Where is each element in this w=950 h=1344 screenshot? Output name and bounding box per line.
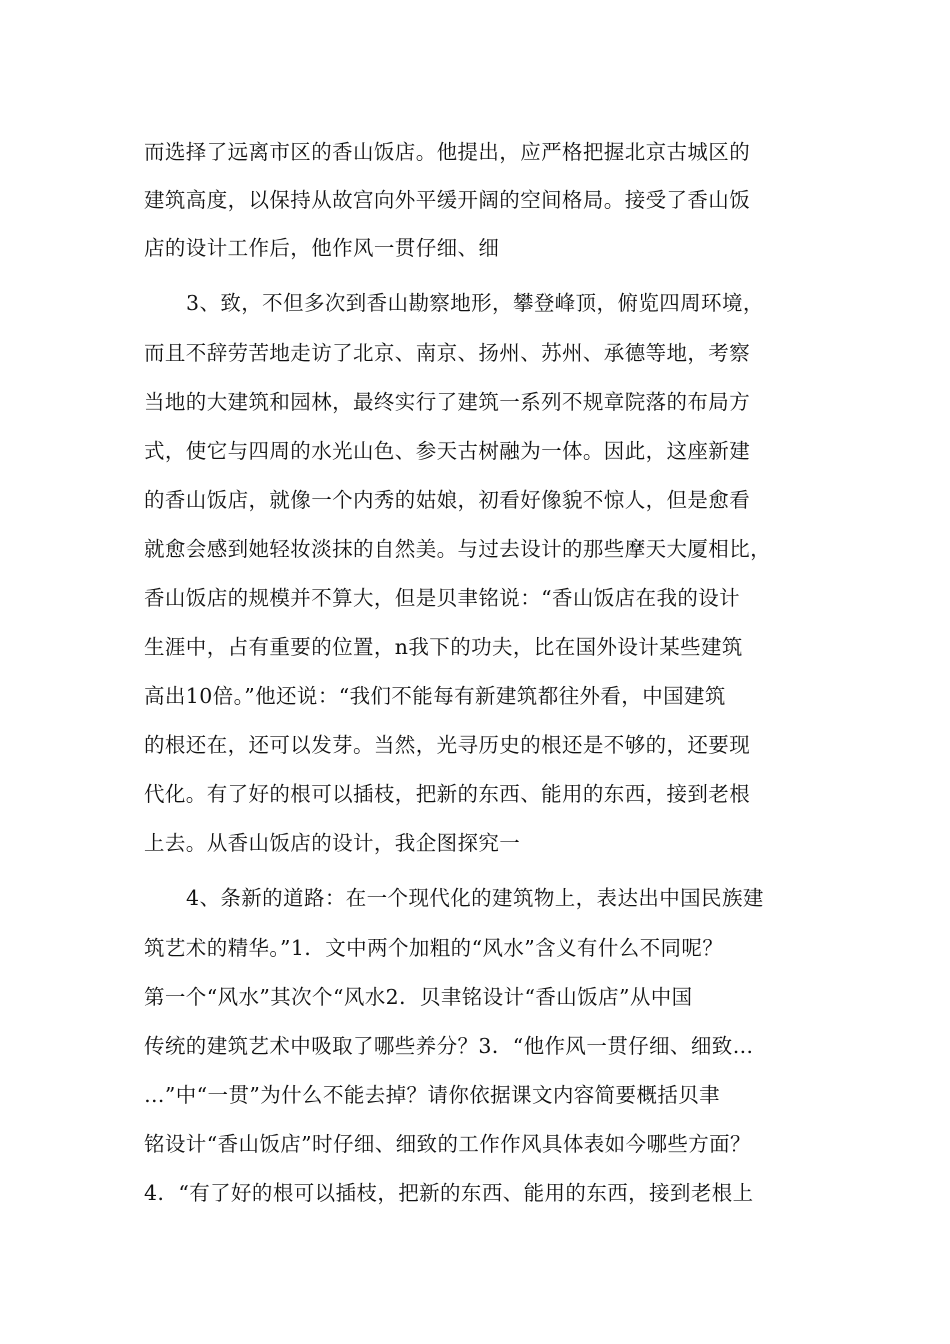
text-line: 高出10倍。”他还说：“我们不能每有新建筑都往外看，中国建筑 bbox=[144, 684, 726, 708]
text-line: 当地的大建筑和园林，最终实行了建筑一系列不规章院落的布局方 bbox=[144, 390, 751, 414]
text-line: 香山饭店的规模并不算大，但是贝聿铭说：“香山饭店在我的设计 bbox=[144, 586, 741, 610]
text-line: 第一个“风水”其次个“风水2．贝聿铭设计“香山饭店”从中国 bbox=[144, 985, 693, 1009]
text-line: 式，使它与四周的水光山色、参天古树融为一体。因此，这座新建 bbox=[144, 439, 751, 463]
text-line: 的香山饭店，就像一个内秀的姑娘，初看好像貌不惊人，但是愈看 bbox=[144, 488, 751, 512]
text-line: 建筑高度，以保持从故宫向外平缓开阔的空间格局。接受了香山饭 bbox=[144, 188, 751, 212]
paragraph-3-start: 3、致，不但多次到香山勘察地形，攀登峰顶，俯览四周环境， bbox=[186, 291, 764, 315]
text-line: 生涯中，占有重要的位置，n我下的功夫，比在国外设计某些建筑 bbox=[144, 635, 743, 659]
text-line: 而且不辞劳苦地走访了北京、南京、扬州、苏州、承德等地，考察 bbox=[144, 341, 751, 365]
text-line: 代化。有了好的根可以插枝，把新的东西、能用的东西，接到老根 bbox=[144, 782, 751, 806]
paragraph-4-start: 4、条新的道路：在一个现代化的建筑物上，表达出中国民族建 bbox=[186, 886, 764, 910]
text-line: 就愈会感到她轻妆淡抹的自然美。与过去设计的那些摩天大厦相比， bbox=[144, 537, 771, 561]
text-line: 上去。从香山饭店的设计，我企图探究一 bbox=[144, 831, 521, 855]
text-line: 店的设计工作后，他作风一贯仔细、细 bbox=[144, 236, 500, 260]
text-line: 的根还在，还可以发芽。当然，光寻历史的根还是不够的，还要现 bbox=[144, 733, 751, 757]
text-line: 筑艺术的精华。”1．文中两个加粗的“风水”含义有什么不同呢？ bbox=[144, 936, 724, 960]
text-line: 铭设计“香山饭店”时仔细、细致的工作作风具体表如今哪些方面？ bbox=[144, 1132, 751, 1156]
text-line: 传统的建筑艺术中吸取了哪些养分？3．“他作风一贯仔细、细致… bbox=[144, 1034, 754, 1058]
text-line: …”中“一贯”为什么不能去掉？请你依据课文内容简要概括贝聿 bbox=[144, 1083, 721, 1107]
text-line: 而选择了远离市区的香山饭店。他提出，应严格把握北京古城区的 bbox=[144, 140, 751, 164]
text-line: 4．“有了好的根可以插枝，把新的东西、能用的东西，接到老根上 bbox=[144, 1181, 754, 1205]
